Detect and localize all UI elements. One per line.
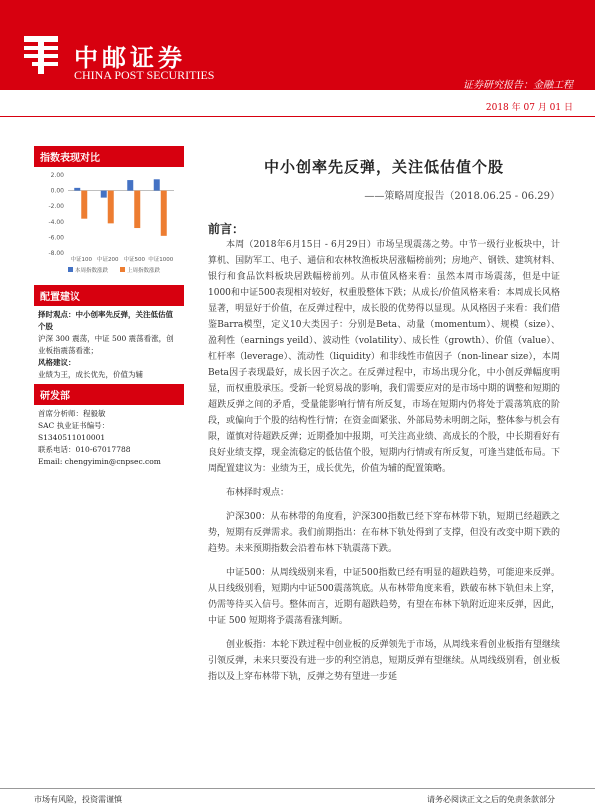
report-date: 2018 年 07 月 01 日	[485, 103, 573, 113]
analyst-name: 首席分析师：程毅敏	[38, 409, 106, 418]
legend-label: 上周指数涨跌	[127, 268, 161, 274]
bar-this-week	[101, 191, 107, 198]
config-section-title: 配置建议	[34, 285, 184, 306]
sidebar	[34, 146, 184, 471]
paragraph: 创业板指：本轮下跌过程中创业板的反弹领先于市场，从周线来看创业板指有望继续引领反弹，未来只要没有进一步的利空消息，短期反弹有望继续。从周线级别看，创业板指以及上穿布林带下轨，反弹之势有望进一步延	[208, 640, 560, 682]
y-tick-label: -6.00	[48, 234, 64, 242]
y-tick-label: -4.00	[48, 218, 64, 226]
footer-divider	[0, 788, 595, 789]
category-label: 中证100	[70, 257, 92, 263]
bar-last-week	[108, 191, 114, 224]
bar-last-week	[134, 191, 140, 228]
bar-this-week	[127, 180, 133, 191]
legend-swatch	[120, 267, 125, 272]
analyst-section-title: 研发部	[34, 384, 184, 405]
page-title: 中小创率先反弹，关注低估值个股	[263, 158, 504, 176]
paragraph: 中证500：从周线级别来看，中证500指数已经有明显的超跌趋势，可能迎来反弹。从日线级别看，短期内中证500震荡筑底。从布林带角度来看，跌破布林下轨但未上穿，仍需等待买入信号。整体而言，近期有超跌趋势，有望在布林下轨附近迎来反弹，因此，中证 500 短期将予震荡看涨判断。	[208, 568, 560, 626]
bar-chart	[34, 167, 184, 285]
bar-this-week	[154, 179, 160, 190]
y-tick-label: 0.00	[50, 187, 64, 195]
page-subtitle: ——策略周度报告（2018.06.25 - 06.29）	[364, 191, 560, 202]
footer-risk-note: 市场有风险，投资需谨慎	[34, 795, 122, 804]
index-chart	[34, 167, 184, 285]
main-content	[208, 150, 560, 685]
analyst-info	[34, 405, 184, 471]
analyst-email[interactable]: Email: chengyimin@cnpsec.com	[38, 457, 161, 466]
y-tick-label: -2.00	[48, 203, 64, 211]
category-label: 中证1000	[148, 257, 174, 263]
bar-last-week	[161, 191, 167, 236]
legend-label: 本周指数涨跌	[75, 268, 109, 274]
brand-name-en: CHINA POST SECURITIES	[74, 68, 215, 82]
china-post-logo-icon	[22, 34, 60, 76]
config-bold: 择时观点：中小创率先反弹，关注低估值个股	[38, 310, 173, 331]
footer-disclaimer: 请务必阅读正文之后的免责条款部分	[427, 795, 555, 804]
category-label: 中证200	[97, 257, 119, 263]
paragraph: 沪深300：从布林带的角度看，沪深300指数已经下穿布林带下轨，短期已经超跌之势，短期有反弹需求。我们前期指出：在布林下轨处得到了支撑，但没有改变中期下跌的趋势。未来预期指数会沿着布林下轨震荡下跌。	[208, 512, 560, 554]
paragraph: 布林择时观点：	[226, 488, 290, 498]
style-label: 风格建议：	[38, 358, 76, 367]
category-label: 中证500	[123, 257, 145, 263]
style-text: 业绩为王，成长优先，价值为辅	[38, 370, 143, 379]
paragraph: 本周（2018年6月15日 - 6月29日）市场呈现震荡之势。中节一级行业板块中，计算机、国防军工、电子、通信和农林牧渔板块居涨幅榜前列；房地产、钢铁、建筑材料、银行和食品饮料板块居跌幅榜前列。从市值风格来看：虽然本周市场震荡，但是中证1000和中证500表现相对较好，权重股整体下跌；从成长/价值风格来看：本周成长风格显著，明显好于价值，在反弹过程中，成长股的优势得以显现。从风格因子来看：我们借鉴Barra模型，定义10大类因子：分别是Beta、动量（momentum）、规模（size）、盈利性（earnings yeild）、波动性（volatility）、成长性（growth）、价值（value）、杠杆率（leverage）、流动性（liquidity）和非线性市值因子（non-linear size），本周Beta因子表现最好，成长因子次之。在反弹过程中，市场出现分化，中小创反弹幅度明显，而权重股承压。受新一轮贸易战的影响，我们需要应对的是市场中期的调整和短期的超跌反弹之间的矛盾，受量能影响行情有所反复，市场在短期内仍将处于震荡筑底的阶段，或偏向于个股的结构性行情；在资金面紧张、外部局势未明朗之际，整体参与机会有限，谨慎对待超跌反弹；近期叠加中报期，可关注高业绩、高成长的个股，中长期看好有良好业绩支撑，现金流稳定的低估值个股，短期内行情或有所反复，可逢当建低布局。下周配置建议为：业绩为王，成长优先，价值为辅的配置策略。	[208, 240, 560, 474]
config-text	[34, 306, 184, 384]
config-body: 沪深 300 震荡，中证 500 震荡看涨，创业板指震荡看涨；	[38, 334, 174, 355]
analyst-phone: 联系电话：010-67017788	[38, 445, 131, 454]
sac-number: S1340511010001	[38, 433, 106, 442]
preface-heading: 前言：	[208, 222, 245, 236]
y-tick-label: -8.00	[48, 250, 64, 257]
bar-this-week	[74, 188, 80, 191]
header-banner	[0, 0, 595, 90]
y-tick-label: 2.00	[50, 172, 64, 179]
divider	[0, 116, 595, 117]
index-section-title: 指数表现对比	[34, 146, 184, 167]
brand-name-cn: 中邮证券	[74, 44, 186, 72]
report-category: 证券研究报告：金融工程	[463, 80, 573, 91]
sac-label: SAC 执业证书编号：	[38, 421, 110, 430]
bar-last-week	[81, 191, 87, 219]
legend-swatch	[68, 267, 73, 272]
